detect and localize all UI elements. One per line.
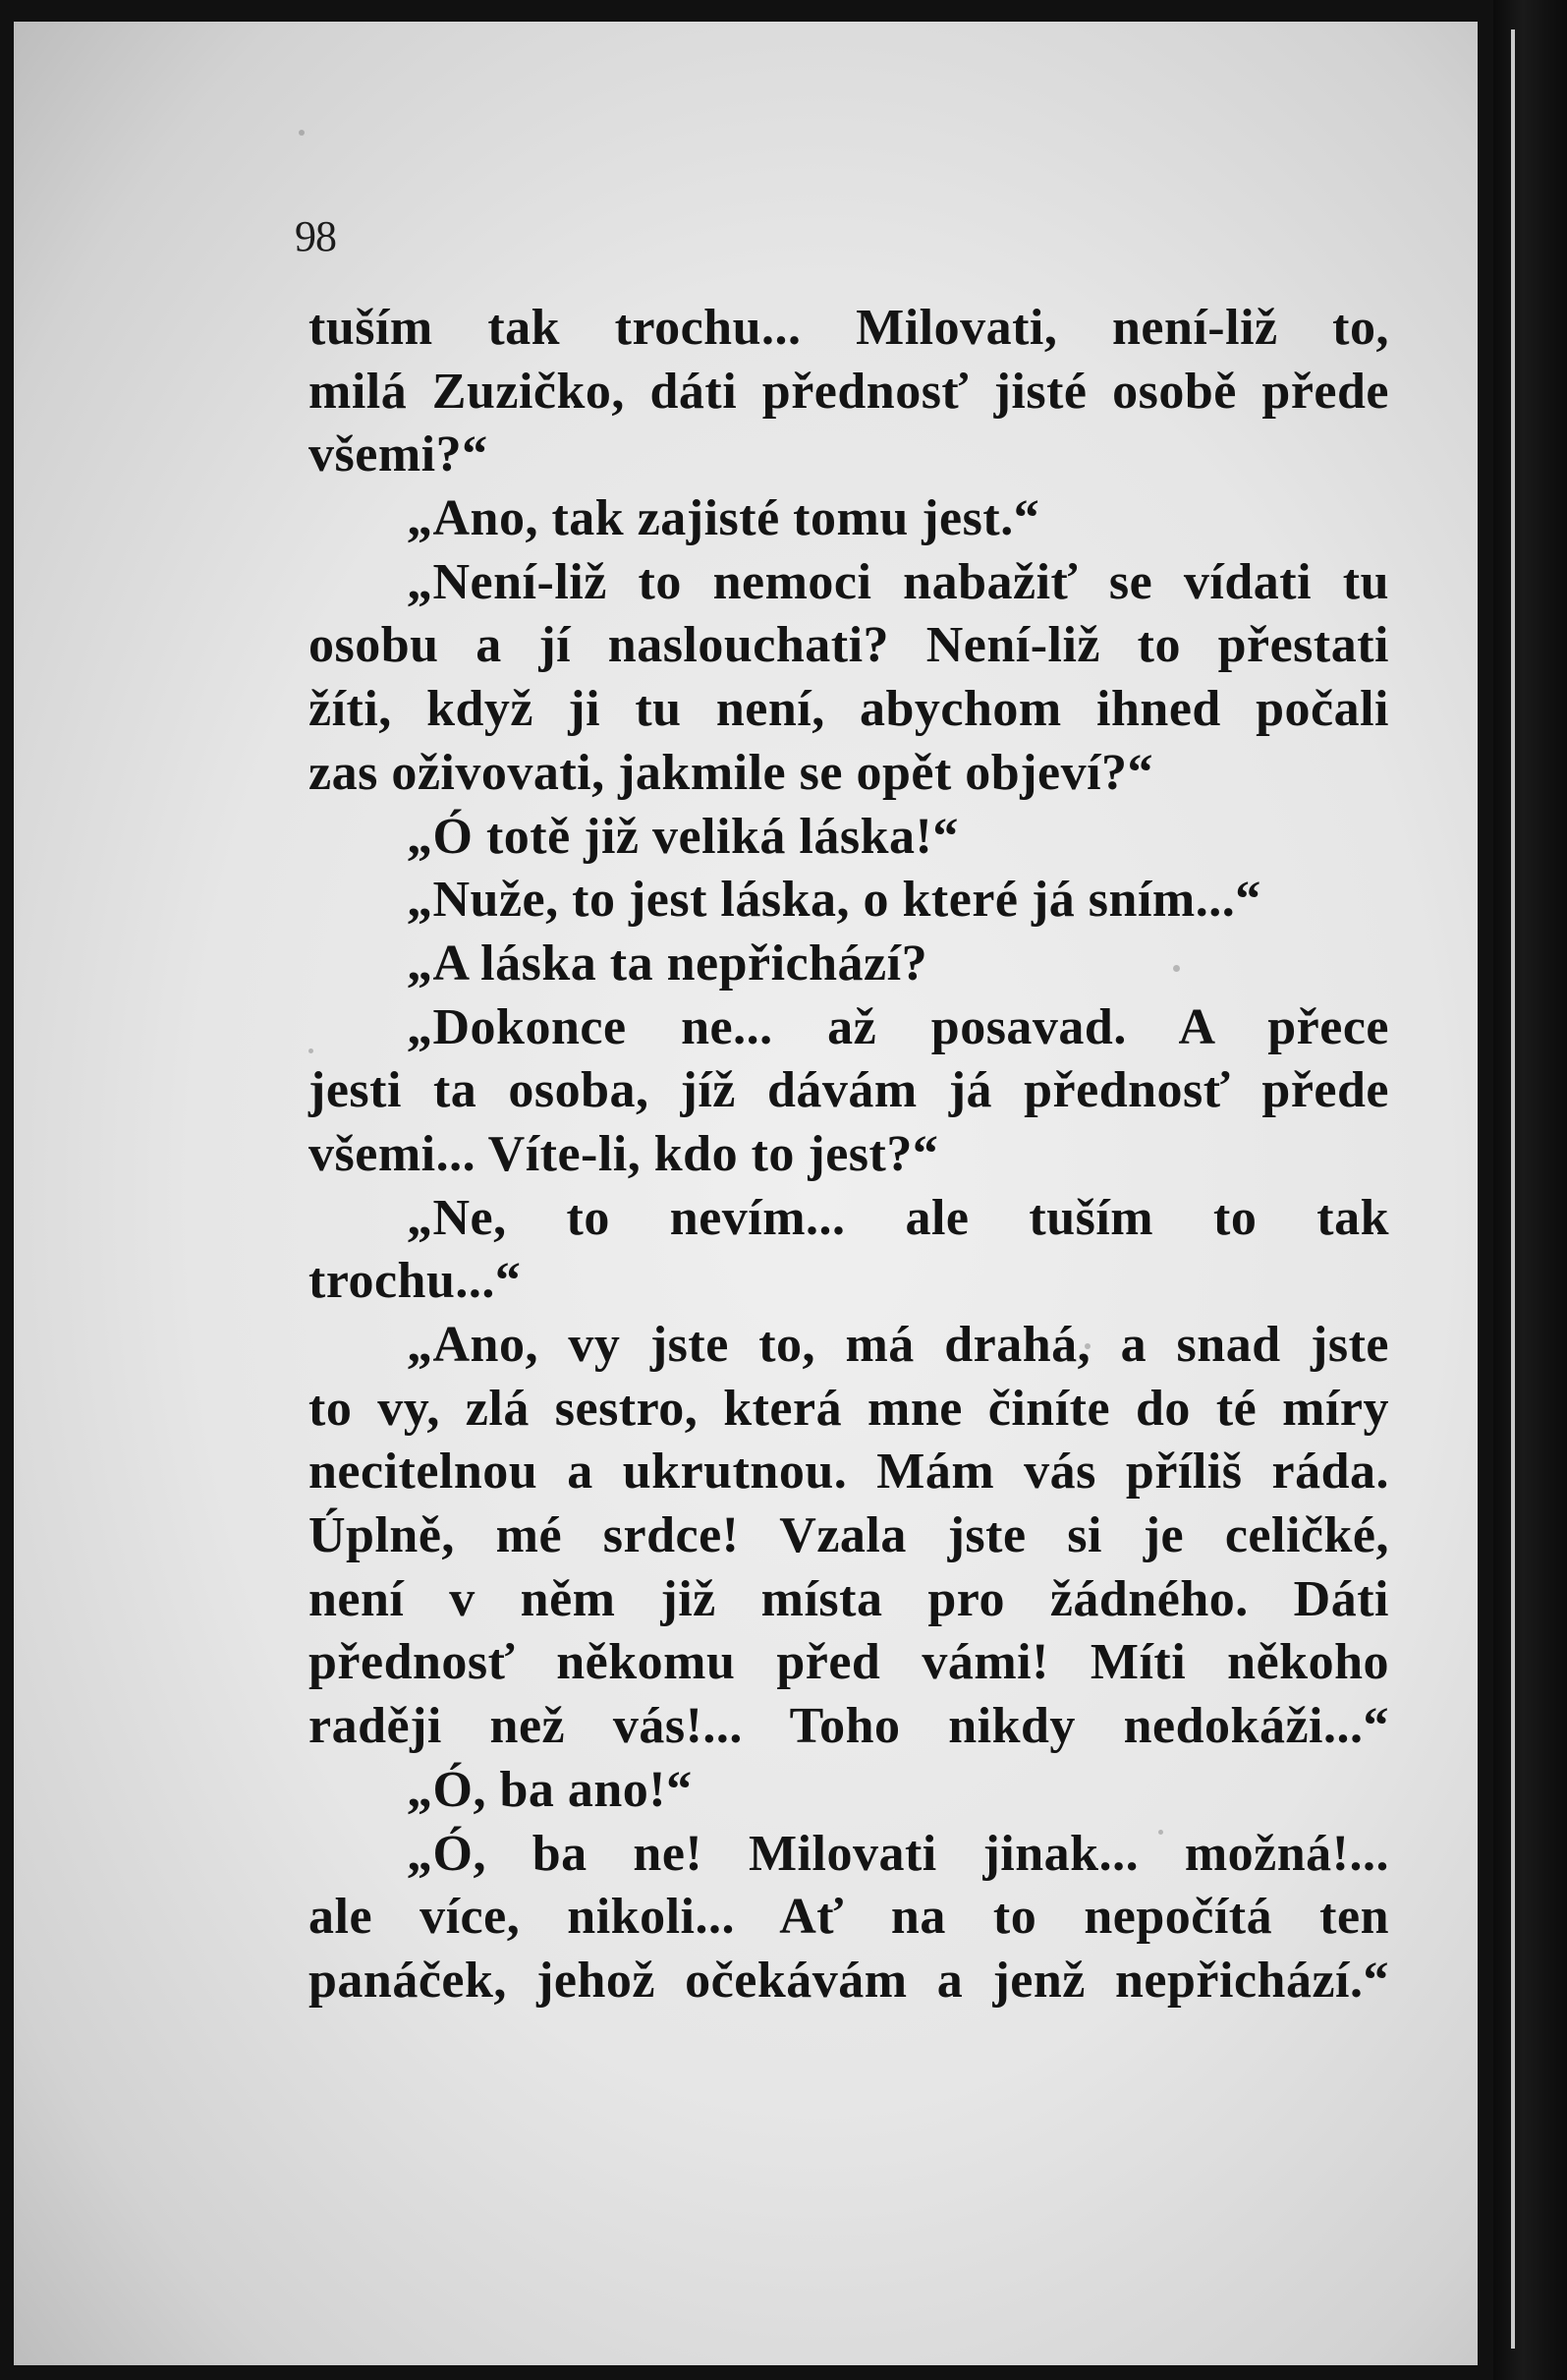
text-line: všemi?“	[308, 426, 488, 483]
text-line: ale více, nikoli... Ať na to nepočítá ten	[308, 1889, 1389, 1946]
text-line: „Ó, ba ne! Milovati jinak... možná!...	[407, 1825, 1389, 1882]
scan-speck	[1173, 965, 1180, 972]
text-line: zas oživovati, jakmile se opět objeví?“	[308, 744, 1154, 801]
text-line: necitelnou a ukrutnou. Mám vás příliš ráda.	[308, 1444, 1389, 1501]
book-page	[14, 22, 1478, 2365]
text-line: „Ne, to nevím... ale tuším to tak	[407, 1189, 1389, 1246]
scan-speck	[1085, 1343, 1091, 1349]
page-number: 98	[295, 212, 336, 260]
text-line: „Dokonce ne... až posavad. A přece	[407, 998, 1389, 1055]
text-line: panáček, jehož očekávám a jenž nepřichází.“	[308, 1952, 1389, 2009]
text-line: to vy, zlá sestro, která mne činíte do té míry	[308, 1380, 1389, 1437]
text-line: „Ano, tak zajisté tomu jest.“	[407, 490, 1040, 547]
text-line: milá Zuzičko, dáti přednosť jisté osobě přede	[308, 363, 1389, 420]
text-line: „Ano, vy jste to, má drahá, a snad jste	[407, 1317, 1389, 1373]
page-edge-line	[1511, 29, 1515, 2349]
scan-speck	[299, 130, 305, 136]
text-line: „A láska ta nepřichází?	[407, 935, 928, 992]
text-line: není v něm již místa pro žádného. Dáti	[308, 1570, 1389, 1627]
text-line: trochu...“	[308, 1253, 522, 1310]
book-spine-edge	[1493, 0, 1567, 2380]
text-line: jesti ta osoba, jíž dávám já přednosť přede	[308, 1062, 1389, 1119]
text-line: osobu a jí naslouchati? Není-liž to přestati	[308, 617, 1389, 674]
body-text	[308, 297, 1389, 2013]
text-line: přednosť někomu před vámi! Míti někoho	[308, 1634, 1389, 1691]
text-line: „Ó totě již veliká láska!“	[407, 808, 959, 865]
scan-speck	[308, 1048, 313, 1053]
text-line: Úplně, mé srdce! Vzala jste si je celičké,	[308, 1507, 1389, 1564]
scan-speck	[1158, 1830, 1163, 1835]
text-line: žíti, když ji tu není, abychom ihned počali	[308, 681, 1389, 738]
text-line: raději než vás!... Toho nikdy nedokáži...“	[308, 1698, 1389, 1755]
text-line: „Nuže, to jest láska, o které já sním...“	[407, 872, 1261, 929]
text-line: „Není-liž to nemoci nabažiť se vídati tu	[407, 553, 1389, 610]
text-line: tuším tak trochu... Milovati, není-liž to,	[308, 300, 1389, 356]
text-line: všemi... Víte-li, kdo to jest?“	[308, 1125, 939, 1182]
text-line: „Ó, ba ano!“	[407, 1761, 693, 1818]
